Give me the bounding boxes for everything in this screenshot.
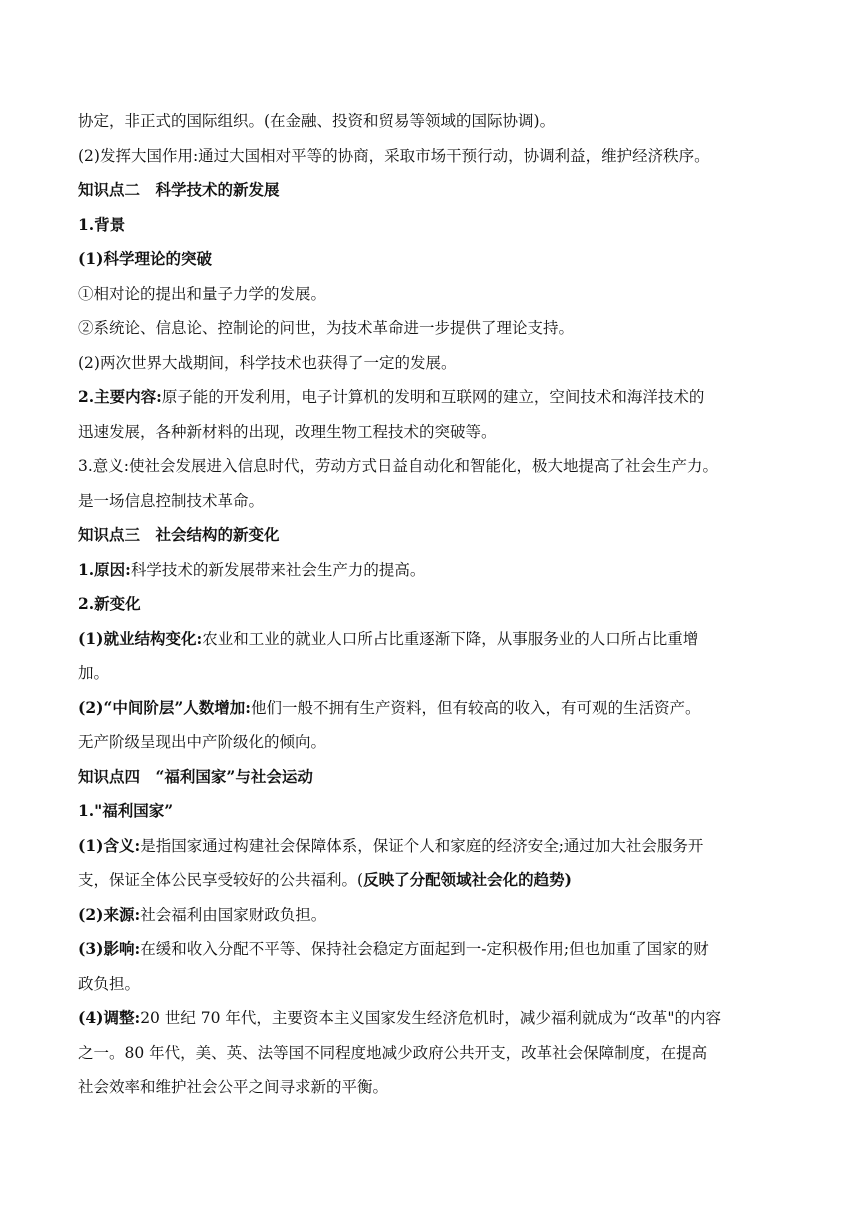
text-line (78, 518, 790, 553)
text-line (78, 794, 790, 829)
bold-text: 2.主要内容: (78, 387, 162, 406)
body-text: 在缓和收入分配不平等、保持社会稳定方面起到一-定积极作用;但也加重了国家的财 (140, 940, 709, 958)
text-line (78, 656, 790, 691)
body-text: 加。 (78, 664, 110, 682)
text-line (78, 173, 790, 208)
text-line (78, 1001, 790, 1036)
text-line (78, 449, 790, 484)
text-line (78, 691, 790, 726)
document-page (78, 104, 790, 1105)
text-line (78, 587, 790, 622)
text-line (78, 898, 790, 933)
bold-text: (2)“中间阶层”人数增加: (78, 697, 252, 717)
text-line (78, 104, 790, 139)
body-text: 3.意义:使社会发展进入信息时代，劳动方式日益自动化和智能化，极大地提高了社会生产力。 (78, 457, 719, 475)
bold-text: 1.原因: (78, 559, 131, 579)
text-line (78, 553, 790, 588)
text-line (78, 1036, 790, 1071)
body-text: 社会效率和维护社会公平之间寻求新的平衡。 (78, 1078, 389, 1096)
text-line (78, 139, 790, 174)
text-line (78, 415, 790, 450)
bold-text: (3)影响: (78, 939, 141, 958)
text-line (78, 760, 790, 795)
body-text: 支，保证全体公民享受较好的公共福利。( (78, 871, 364, 889)
body-text: 迅速发展，各种新材料的出现，改理生物工程技术的突破等。 (78, 422, 497, 441)
text-line (78, 380, 790, 415)
body-text: 是一场信息控制技术革命。 (78, 491, 265, 510)
bold-text: (2)来源: (78, 904, 141, 924)
body-text: 原子能的开发利用，电子计算机的发明和互联网的建立，空间技术和海洋技术的 (161, 388, 705, 406)
body-text: 社会福利由国家财政负担。 (140, 905, 327, 924)
text-line (78, 932, 790, 967)
body-text: 协定，非正式的国际组织。(在金融、投资和贸易等领域的国际协调)。 (78, 112, 556, 130)
text-line (78, 484, 790, 519)
text-line (78, 622, 790, 657)
body-text: 之一。80 年代，美、英、法等国不同程度地减少政府公共开支，改革社会保障制度，在提高 (78, 1043, 708, 1062)
bold-text: 知识点二 科学技术的新发展 (78, 180, 280, 199)
text-line (78, 1070, 790, 1105)
bold-text: 1.背景 (78, 214, 126, 234)
text-line (78, 863, 790, 898)
bold-text: (1)就业结构变化: (78, 628, 203, 648)
text-line (78, 208, 790, 243)
body-text: ②系统论、信息论、控制论的问世，为技术革命进一步提供了理论支持。 (78, 319, 575, 337)
body-text: 科学技术的新发展带来社会生产力的提高。 (130, 560, 426, 579)
body-text: 是指国家通过构建社会保障体系，保证个人和家庭的经济安全;通过加大社会服务开 (140, 836, 704, 855)
bold-text: 知识点四 “福利国家”与社会运动 (78, 766, 313, 786)
body-text: 他们一般不拥有生产资料，但有较高的收入，有可观的生活资产。 (251, 698, 701, 717)
bold-text: 知识点三 社会结构的新变化 (78, 525, 280, 544)
body-text: 无产阶级呈现出中产阶级化的倾向。 (78, 733, 327, 751)
bold-text: (4)调整: (78, 1008, 141, 1027)
bold-text: 1."福利国家” (78, 801, 174, 820)
body-text: 政负担。 (78, 974, 141, 993)
text-line (78, 967, 790, 1002)
body-text: 20 世纪 70 年代，主要资本主义国家发生经济危机时，减少福利就成为“改革"的内容 (140, 1009, 721, 1027)
bold-text: 反映了分配领域社会化的趋势) (363, 870, 572, 889)
body-text: 农业和工业的就业人口所占比重逐渐下降，从事服务业的人口所占比重增 (202, 629, 699, 648)
text-line (78, 829, 790, 864)
text-line (78, 311, 790, 346)
body-text: (2)两次世界大战期间，科学技术也获得了一定的发展。 (78, 353, 457, 372)
bold-text: (1)科学理论的突破 (78, 249, 212, 268)
text-line (78, 725, 790, 760)
text-line (78, 242, 790, 277)
text-line (78, 346, 790, 381)
text-line (78, 277, 790, 312)
bold-text: (1)含义: (78, 835, 141, 855)
body-text: ①相对论的提出和量子力学的发展。 (78, 284, 327, 303)
body-text: (2)发挥大国作用:通过大国相对平等的协商，采取市场干预行动，协调利益，维护经济秩序。 (78, 146, 710, 165)
bold-text: 2.新变化 (78, 594, 141, 613)
